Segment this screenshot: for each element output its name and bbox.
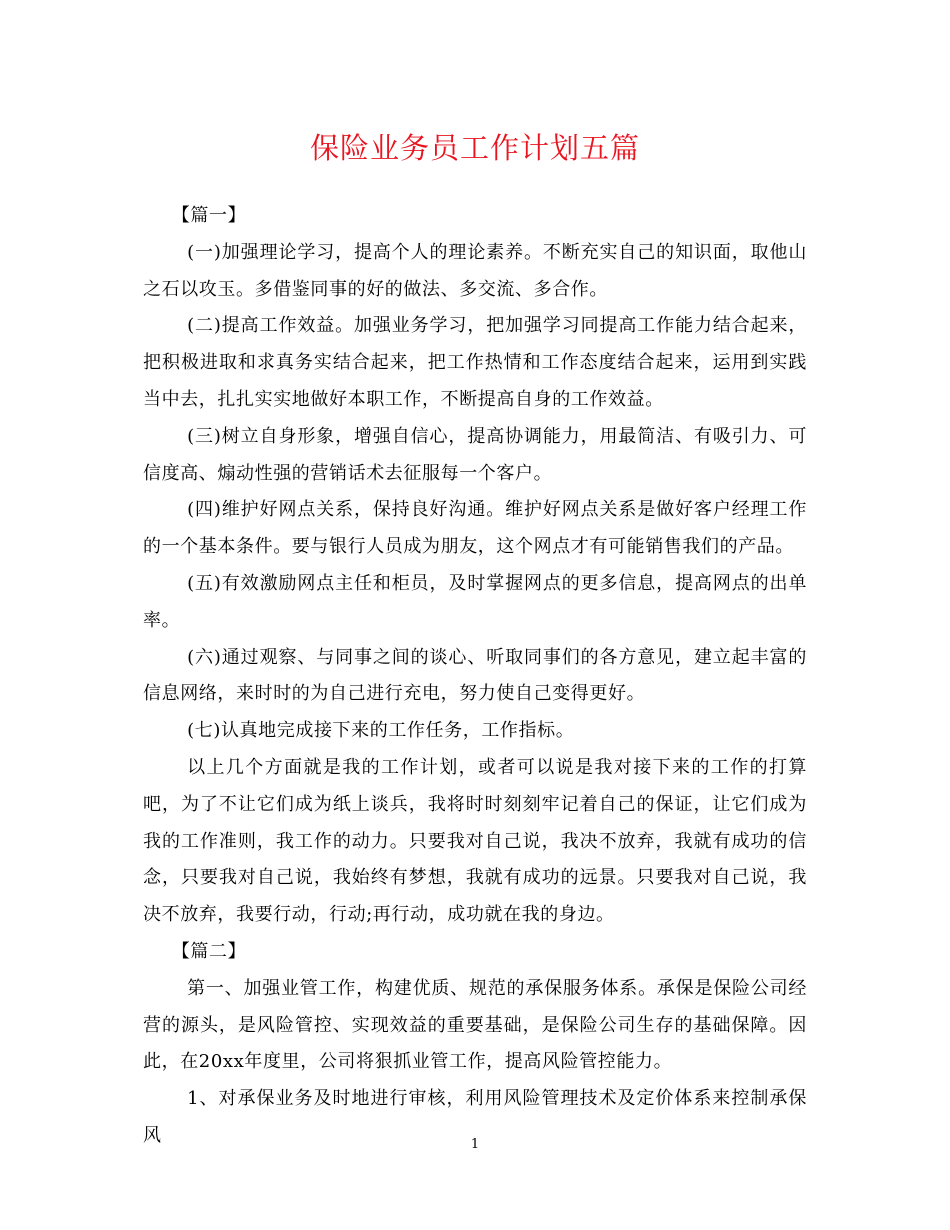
- document-body: [143, 198, 807, 1155]
- paragraph: 1、对承保业务及时地进行审核，利用风险管理技术及定价体系来控制承保风: [143, 1088, 807, 1146]
- paragraph: (一)加强理论学习，提高个人的理论素养。不断充实自己的知识面，取他山之石以攻玉。多借鉴同事的好的做法、多交流、多合作。: [143, 241, 807, 300]
- document-title: 保险业务员工作计划五篇: [309, 131, 640, 165]
- paragraph: (二)提高工作效益。加强业务学习，把加强学习同提高工作能力结合起来，把积极进取和求真务实结合起来，把工作热情和工作态度结合起来，运用到实践当中去，扎扎实实地做好本职工作，不断提高自身的工作效益。: [143, 315, 807, 410]
- paragraph: (五)有效激励网点主任和柜员，及时掌握网点的更多信息，提高网点的出单率。: [143, 572, 807, 631]
- paragraph: (四)维护好网点关系，保持良好沟通。维护好网点关系是做好客户经理工作的一个基本条件。要与银行人员成为朋友，这个网点才有可能销售我们的产品。: [143, 499, 807, 558]
- section-heading-1: 【篇一】: [171, 205, 247, 226]
- paragraph: (三)树立自身形象，增强自信心，提高协调能力，用最简洁、有吸引力、可信度高、煽动性强的营销话术去征服每一个客户。: [143, 425, 807, 484]
- paragraph: (六)通过观察、与同事之间的谈心、听取同事们的各方意见，建立起丰富的信息网络，来时时的为自己进行充电，努力使自己变得更好。: [143, 646, 807, 705]
- section-heading-2: 【篇二】: [171, 940, 247, 962]
- paragraph: (七)认真地完成接下来的工作任务，工作指标。: [187, 720, 575, 742]
- paragraph: 第一、加强业管工作，构建优质、规范的承保服务体系。承保是保险公司经营的源头，是风险管控、实现效益的重要基础，是保险公司生存的基础保障。因此，在20xx年度里，公司将狠抓业管工作，提高风险管控能力。: [143, 977, 807, 1073]
- page-number: 1: [470, 1137, 480, 1152]
- paragraph: 以上几个方面就是我的工作计划，或者可以说是我对接下来的工作的打算吧，为了不让它们成为纸上谈兵，我将时时刻刻牢记着自己的保证，让它们成为我的工作准则，我工作的动力。只要我对自己说，我决不放弃，我就有成功的信念，只要我对自己说，我始终有梦想，我就有成功的远景。只要我对自己说，我决不放弃，我要行动，行动;再行动，成功就在我的身边。: [143, 756, 807, 926]
